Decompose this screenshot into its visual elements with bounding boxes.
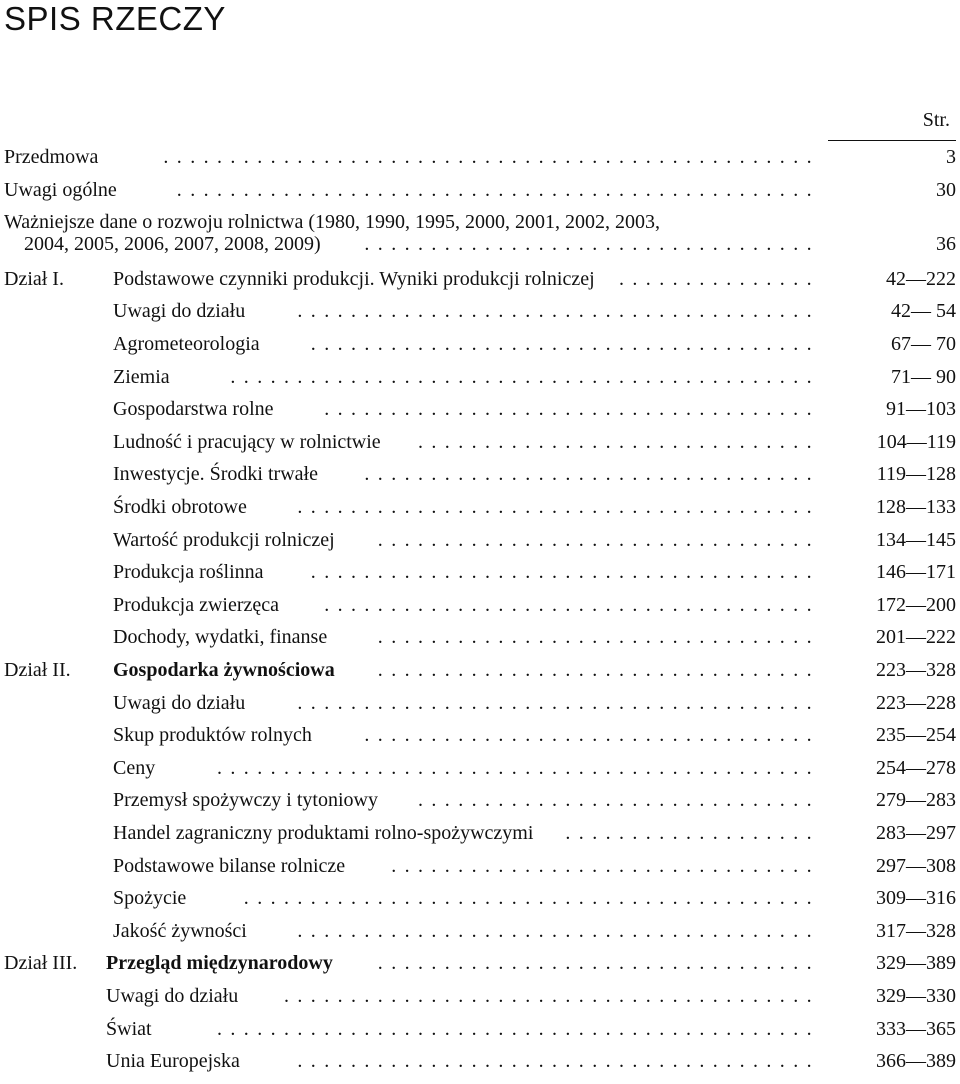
leader-dots: .......................................	[297, 300, 820, 323]
toc-row-item	[0, 556, 960, 588]
page-number: 366—389	[876, 1050, 956, 1073]
leader-dots: ........................................	[284, 985, 820, 1007]
toc-row-item	[0, 426, 960, 458]
leader-dots: .................................	[377, 659, 820, 681]
page-number: 329—389	[876, 952, 956, 975]
page-title: SPIS RZECZY	[4, 0, 226, 37]
toc-entry-label: Unia Europejska	[106, 1050, 240, 1073]
toc-row-item	[0, 621, 960, 653]
page-number: 3	[946, 146, 956, 168]
leader-dots: .......................................	[297, 691, 820, 714]
page-number: 42—222	[886, 267, 956, 290]
toc-entry-label: Świat	[106, 1017, 152, 1040]
leader-dots: .............................................	[217, 1017, 820, 1040]
toc-entry-label: Produkcja zwierzęca	[113, 593, 280, 616]
page-number: 30	[936, 178, 956, 201]
leader-dots: ..................................	[364, 233, 820, 256]
toc-row-overview	[0, 228, 960, 260]
toc-entry-label: Uwagi ogólne	[4, 178, 117, 201]
page-number: 223—328	[876, 659, 956, 681]
toc-entry-label: Jakość żywności	[113, 919, 247, 942]
toc-row-front	[0, 174, 960, 206]
page-number: 279—283	[876, 789, 956, 812]
toc-row-item	[0, 687, 960, 719]
section-title: Przegląd międzynarodowy	[106, 952, 333, 975]
toc-entry-label: Uwagi do działu	[113, 691, 246, 714]
leader-dots: ..................................	[364, 724, 820, 747]
leader-dots: ..................................	[364, 463, 820, 486]
page-number: 119—128	[876, 463, 956, 486]
page-number: 317—328	[876, 919, 956, 942]
toc-entry-label: Środki obrotowe	[113, 496, 247, 518]
page-number: 223—228	[876, 691, 956, 714]
toc-row-item	[0, 850, 960, 882]
page-number: 283—297	[876, 822, 956, 844]
page-number: 134—145	[876, 528, 956, 551]
leader-dots: .............................................	[217, 756, 820, 779]
toc-entry-label: Skup produktów rolnych	[113, 724, 312, 747]
toc-row-item	[0, 589, 960, 621]
toc-entry-label: Ziemia	[113, 365, 170, 388]
leader-dots: ...................	[565, 822, 820, 844]
page-column-header: Str.	[922, 109, 950, 131]
toc-entry-label: Przemysł spożywczy i tytoniowy	[113, 789, 378, 812]
page-number: 146—171	[876, 561, 956, 584]
page-number: 42— 54	[891, 300, 956, 323]
toc-row-item	[0, 491, 960, 523]
toc-row-item	[0, 752, 960, 784]
toc-entry-label: Gospodarstwa rolne	[113, 398, 274, 421]
section-number: Dział II.	[4, 659, 71, 681]
page-number: 201—222	[876, 626, 956, 649]
toc-entry-label: Przedmowa	[4, 146, 99, 168]
page-number: 254—278	[876, 756, 956, 779]
toc-entry-label: Uwagi do działu	[106, 985, 239, 1007]
leader-dots: .......................................	[297, 496, 820, 518]
leader-dots: ......................................	[310, 333, 820, 355]
leader-dots: .................................	[377, 952, 820, 975]
leader-dots: ..............................	[418, 430, 820, 453]
page-number: 67— 70	[891, 333, 956, 355]
toc-row-item	[0, 328, 960, 360]
leader-dots: ...............	[619, 267, 820, 290]
page-number: 309—316	[876, 887, 956, 910]
toc-entry-label: Uwagi do działu	[113, 300, 246, 323]
toc-entry-label: Podstawowe czynniki produkcji. Wyniki produkcji rolniczej	[113, 267, 595, 290]
toc-entry-label: Agrometeorologia	[113, 333, 260, 355]
leader-dots: ................................	[391, 854, 820, 877]
toc-entry-label: Dochody, wydatki, finanse	[113, 626, 328, 649]
toc-row-item	[0, 1045, 960, 1077]
toc-entry-label: Inwestycje. Środki trwałe	[113, 463, 318, 486]
toc-row-item	[0, 784, 960, 816]
toc-row-item	[0, 915, 960, 947]
toc-row-item	[0, 458, 960, 490]
toc-entry-label: Podstawowe bilanse rolnicze	[113, 854, 346, 877]
toc-row-item	[0, 980, 960, 1012]
leader-dots: .....................................	[324, 398, 820, 421]
section-number: Dział I.	[4, 267, 64, 290]
section-title: Gospodarka żywnościowa	[113, 659, 335, 681]
toc-row-item	[0, 393, 960, 425]
toc-entry-label: Ceny	[113, 756, 156, 779]
leader-dots: .................................	[377, 528, 820, 551]
leader-dots: ..............................	[418, 789, 820, 812]
toc-entry-label: Spożycie	[113, 887, 187, 910]
leader-dots: ...........................................	[243, 887, 820, 910]
leader-dots: .................................................	[163, 146, 820, 168]
page-number: 172—200	[876, 593, 956, 616]
leader-dots: .....................................	[324, 593, 820, 616]
toc-row-item	[0, 719, 960, 751]
toc-row-section	[0, 263, 960, 295]
toc-row-item	[0, 361, 960, 393]
toc-row-front	[0, 141, 960, 173]
page-number: 333—365	[876, 1017, 956, 1040]
leader-dots: ................................................	[176, 178, 820, 201]
page-number: 71— 90	[891, 365, 956, 388]
leader-dots: .......................................	[297, 919, 820, 942]
toc-row-section	[0, 654, 960, 686]
toc-row-item	[0, 1013, 960, 1045]
toc-row-section	[0, 947, 960, 979]
toc-entry-label: Handel zagraniczny produktami rolno-spożywczymi	[113, 822, 534, 844]
toc-row-item	[0, 882, 960, 914]
toc-row-item	[0, 817, 960, 849]
toc-row-item	[0, 295, 960, 327]
leader-dots: .......................................	[297, 1050, 820, 1073]
page-number: 235—254	[876, 724, 956, 747]
page-number: 36	[936, 233, 956, 256]
leader-dots: .................................	[377, 626, 820, 649]
toc-entry-label: 2004, 2005, 2006, 2007, 2008, 2009)	[24, 233, 321, 256]
toc-entry-label: Wartość produkcji rolniczej	[113, 528, 335, 551]
page-number: 329—330	[876, 985, 956, 1007]
toc-entry-label: Ważniejsze dane o rozwoju rolnictwa (1980, 1990, 1995, 2000, 2001, 2002, 2003,	[4, 211, 661, 234]
leader-dots: ............................................	[230, 365, 820, 388]
page-number: 297—308	[876, 854, 956, 877]
page-number: 104—119	[876, 430, 956, 453]
page-number: 128—133	[876, 496, 956, 518]
section-number: Dział III.	[4, 952, 78, 975]
toc-row-item	[0, 524, 960, 556]
leader-dots: ......................................	[310, 561, 820, 584]
page-number: 91—103	[886, 398, 956, 421]
toc-entry-label: Produkcja roślinna	[113, 561, 264, 584]
toc-entry-label: Ludność i pracujący w rolnictwie	[113, 430, 381, 453]
